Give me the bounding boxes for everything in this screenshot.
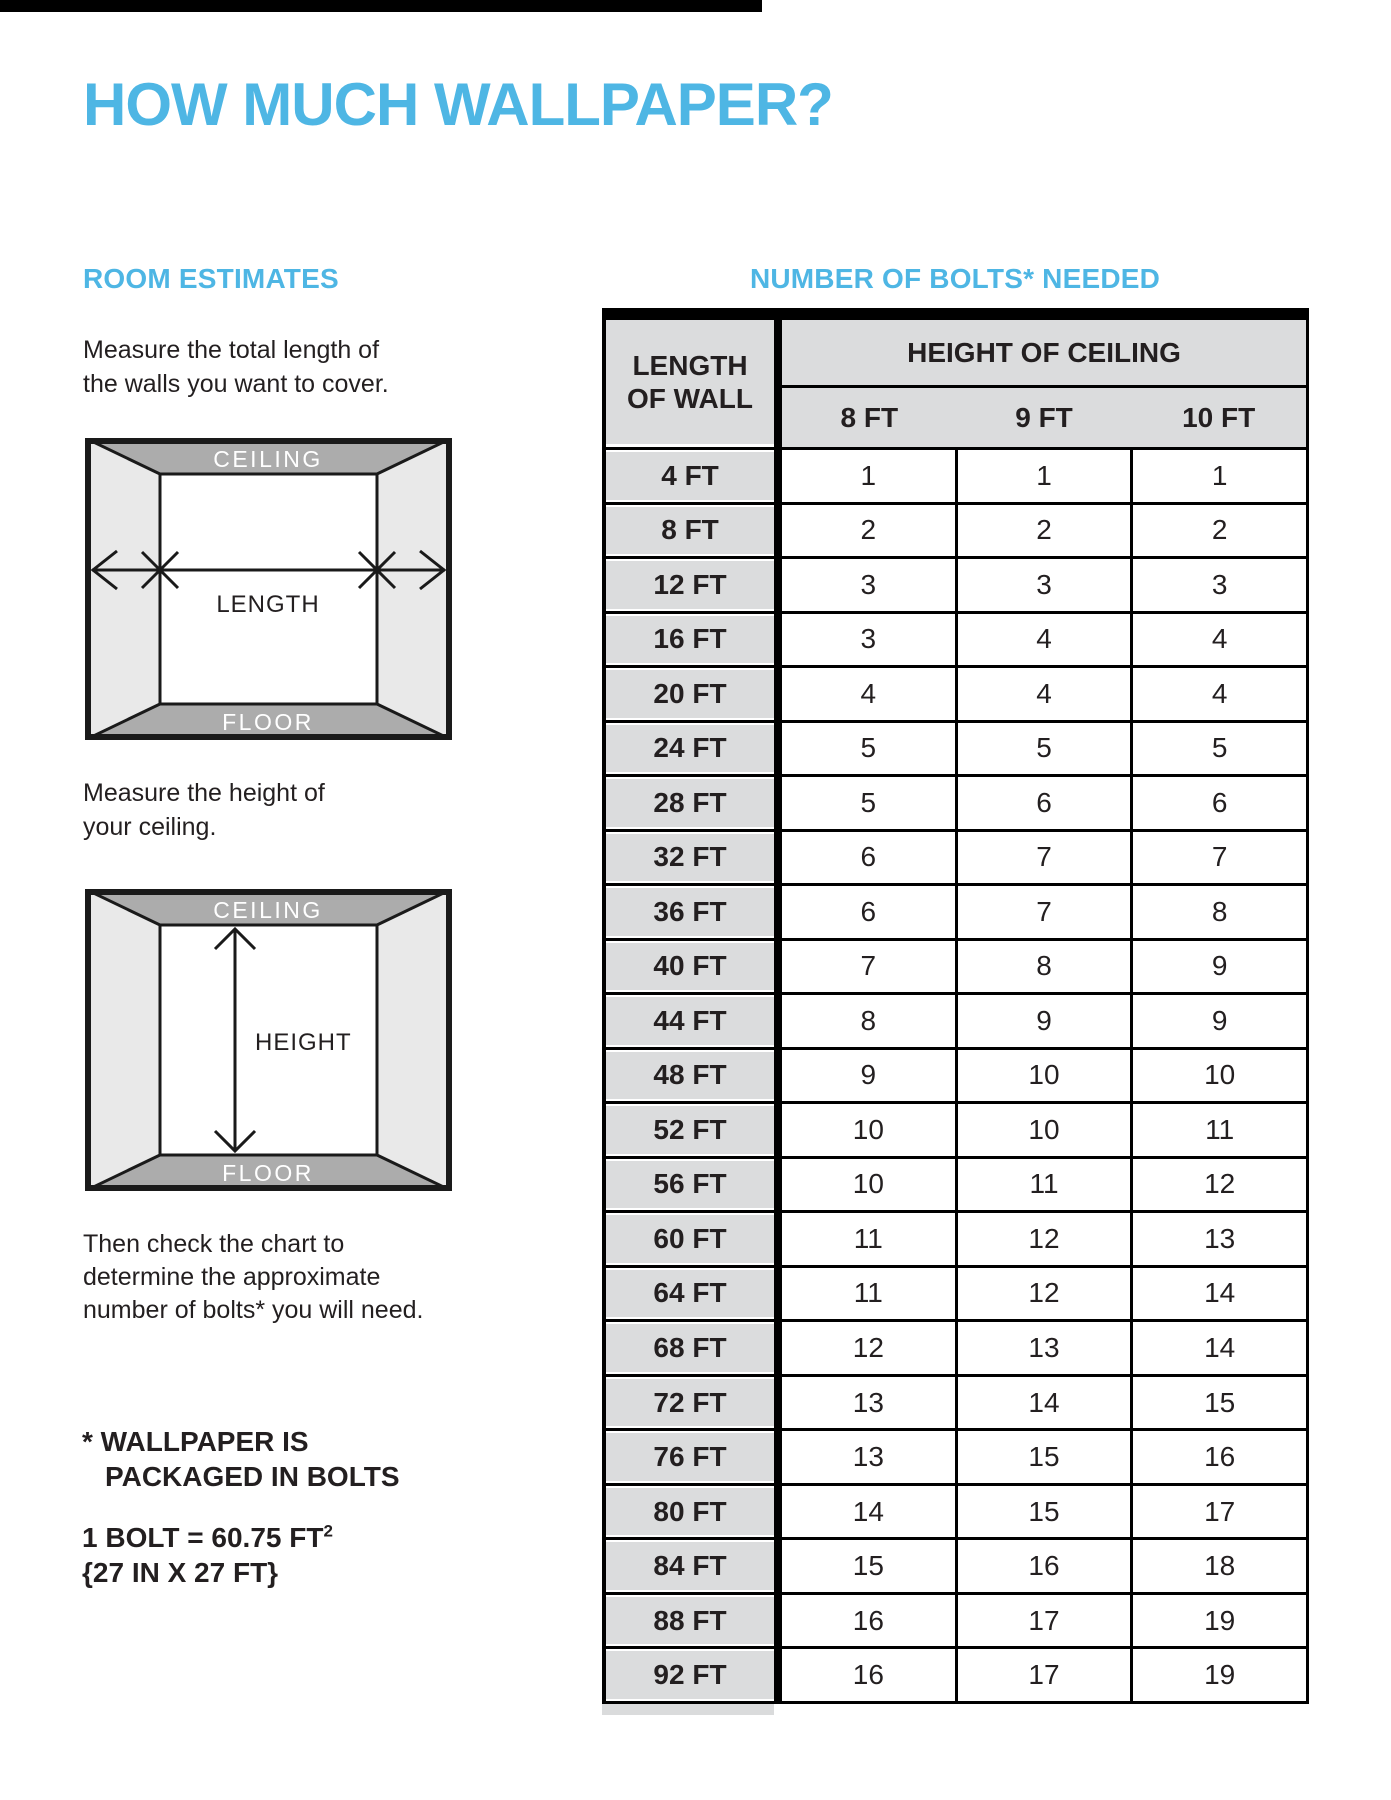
bolts-value-9ft: 4 <box>1036 623 1052 655</box>
table-row <box>606 938 1306 993</box>
row-label: 48 FT <box>606 1052 774 1100</box>
column-header-10ft: 10 FT <box>1182 401 1256 433</box>
bolt-equation-line: 1 BOLT = 60.75 $FT^2$ <box>82 1521 333 1553</box>
table-vertical-divider <box>774 559 782 611</box>
paragraph-line: your ceiling. <box>83 813 217 841</box>
bolts-needed-heading: NUMBER OF BOLTS* NEEDED <box>749 263 1161 294</box>
bolts-value-10ft: 19 <box>1204 1659 1236 1691</box>
bolts-value-8ft: 3 <box>860 568 877 600</box>
table-vertical-divider <box>774 1213 782 1265</box>
row-label: 28 FT <box>606 779 774 827</box>
table-row <box>606 1428 1306 1483</box>
bolts-value-10ft: 14 <box>1204 1332 1236 1363</box>
floor-label: FLOOR <box>222 1160 314 1186</box>
right-wall <box>377 889 452 1191</box>
squared-exponent: 2 <box>323 1521 333 1541</box>
table-row <box>606 829 1306 884</box>
bolts-value-9ft: 7 <box>1036 895 1052 927</box>
table-row <box>606 883 1306 938</box>
column-header-length-of-wall: LENGTH OF WALL <box>606 320 774 444</box>
table-row <box>606 450 1306 502</box>
bolts-value-10ft: 13 <box>1204 1222 1236 1254</box>
row-label: 52 FT <box>606 1106 774 1154</box>
table-vertical-divider <box>774 320 782 447</box>
row-label: 76 FT <box>606 1433 774 1481</box>
table-row <box>606 1483 1306 1538</box>
top-edge-bar <box>0 0 762 12</box>
column-header-9ft: 9 FT <box>1015 401 1073 433</box>
table-vertical-divider <box>774 1268 782 1320</box>
bolts-value-10ft: 17 <box>1204 1495 1236 1527</box>
table-row <box>606 665 1306 720</box>
bolts-value-8ft: 10 <box>852 1168 884 1200</box>
table-vertical-divider <box>774 1050 782 1102</box>
table-row <box>606 1646 1306 1701</box>
table-row <box>606 1537 1306 1592</box>
bolts-value-10ft: 4 <box>1211 623 1228 655</box>
group-header-height-of-ceiling: HEIGHT OF CEILING <box>782 320 1306 385</box>
bolts-value-10ft: 16 <box>1204 1441 1236 1473</box>
row-label: 16 FT <box>606 616 774 664</box>
bolts-value-10ft: 2 <box>1211 514 1228 546</box>
footnote-line: PACKAGED IN BOLTS <box>105 1461 400 1492</box>
bolts-value-9ft: 2 <box>1036 514 1052 546</box>
table-vertical-divider <box>774 832 782 884</box>
table-vertical-divider <box>774 886 782 938</box>
table-row <box>606 1156 1306 1211</box>
table-vertical-divider <box>774 723 782 775</box>
ceiling-label: CEILING <box>213 897 323 923</box>
row-label: 24 FT <box>606 725 774 773</box>
table-vertical-divider <box>774 1431 782 1483</box>
room-estimates-heading: ROOM ESTIMATES <box>83 263 339 294</box>
paragraph-line: Measure the height of <box>83 779 325 807</box>
bolts-value-8ft: 2 <box>860 514 877 546</box>
bolts-value-8ft: 3 <box>860 623 877 655</box>
room-height-diagram <box>85 889 452 1191</box>
bolts-value-9ft: 8 <box>1036 950 1052 982</box>
height-label: HEIGHT <box>255 1029 352 1056</box>
paragraph-line: determine the approximate <box>83 1263 381 1291</box>
table-top-border <box>606 308 1306 320</box>
bolts-value-8ft: 16 <box>852 1659 884 1691</box>
bolts-value-8ft: 8 <box>860 1004 877 1036</box>
row-label: 8 FT <box>606 507 774 555</box>
table-row <box>606 1210 1306 1265</box>
bolts-value-9ft: 7 <box>1036 841 1052 873</box>
paragraph-check-chart <box>83 1228 423 1327</box>
bolts-value-9ft: 15 <box>1028 1495 1060 1527</box>
table-vertical-divider <box>774 1649 782 1701</box>
table-vertical-divider <box>774 1595 782 1647</box>
table-row <box>606 556 1306 611</box>
bolts-value-8ft: 6 <box>860 841 877 873</box>
table-vertical-divider <box>774 1322 782 1374</box>
row-label: 88 FT <box>606 1597 774 1645</box>
paragraph-measure-length <box>83 333 389 401</box>
bolts-value-10ft: 3 <box>1211 568 1228 600</box>
bolts-value-8ft: 13 <box>852 1386 884 1418</box>
ceiling-label: CEILING <box>213 446 323 472</box>
bolts-value-10ft: 12 <box>1204 1168 1236 1200</box>
bolts-value-10ft: 11 <box>1205 1113 1235 1145</box>
row-label: 60 FT <box>606 1215 774 1263</box>
bolts-value-8ft: 11 <box>853 1277 883 1309</box>
bolts-value-9ft: 12 <box>1028 1222 1060 1254</box>
bolts-value-8ft: 1 <box>860 459 877 491</box>
footnote-line: * WALLPAPER IS <box>82 1426 309 1457</box>
bolts-value-8ft: 9 <box>860 1059 877 1091</box>
bolts-value-9ft: 9 <box>1036 1004 1052 1036</box>
bolts-value-9ft: 10 <box>1028 1059 1060 1091</box>
row-label: 72 FT <box>606 1379 774 1427</box>
table-vertical-divider <box>774 1540 782 1592</box>
table-vertical-divider <box>774 1486 782 1538</box>
bolts-value-9ft: 10 <box>1028 1113 1060 1145</box>
bolts-value-9ft: 15 <box>1028 1441 1060 1473</box>
table-header <box>606 320 1306 447</box>
row-label: 56 FT <box>606 1161 774 1209</box>
row-label: 4 FT <box>606 452 774 500</box>
table-vertical-divider <box>774 995 782 1047</box>
ceiling-height-columns <box>782 388 1306 447</box>
table-row <box>606 502 1306 557</box>
bolts-value-10ft: 9 <box>1211 1004 1228 1036</box>
bolts-value-8ft: 7 <box>860 950 877 982</box>
bolts-value-10ft: 4 <box>1211 677 1228 709</box>
bolts-value-10ft: 15 <box>1204 1386 1236 1418</box>
table-row <box>606 1265 1306 1320</box>
row-label: 36 FT <box>606 888 774 936</box>
row-label: 68 FT <box>606 1324 774 1372</box>
bolts-value-8ft: 10 <box>852 1113 884 1145</box>
paragraph-measure-height <box>83 776 325 844</box>
table-vertical-divider <box>774 777 782 829</box>
bolts-value-8ft: 5 <box>860 786 877 818</box>
wallpaper-footnote <box>82 1424 400 1494</box>
bolts-value-9ft: 4 <box>1036 677 1052 709</box>
table-body <box>606 447 1306 1704</box>
table-vertical-divider <box>774 450 782 502</box>
bolts-value-10ft: 10 <box>1204 1059 1236 1091</box>
bolts-value-8ft: 4 <box>860 677 877 709</box>
left-wall <box>85 889 160 1191</box>
table-row <box>606 1101 1306 1156</box>
row-label: 12 FT <box>606 561 774 609</box>
bolts-value-8ft: 5 <box>860 732 877 764</box>
bolts-value-10ft: 9 <box>1211 950 1228 982</box>
bolt-definition <box>82 1520 333 1590</box>
table-row <box>606 992 1306 1047</box>
row-label: 80 FT <box>606 1488 774 1536</box>
right-wall <box>377 438 452 740</box>
paragraph-line: Then check the chart to <box>83 1230 345 1258</box>
floor-label: FLOOR <box>222 709 314 735</box>
table-row <box>606 611 1306 666</box>
table-vertical-divider <box>774 1104 782 1156</box>
bolts-value-9ft: 14 <box>1028 1386 1060 1418</box>
table-vertical-divider <box>774 941 782 993</box>
bolts-value-10ft: 14 <box>1204 1277 1236 1309</box>
bolts-value-10ft: 6 <box>1211 786 1228 818</box>
bolts-value-8ft: 11 <box>853 1222 883 1254</box>
row-label: 40 FT <box>606 943 774 991</box>
bolts-value-10ft: 18 <box>1204 1550 1236 1582</box>
paragraph-line: Measure the total length of <box>83 336 380 364</box>
bolts-value-8ft: 6 <box>860 895 877 927</box>
bolts-value-10ft: 5 <box>1211 732 1228 764</box>
bolts-value-8ft: 13 <box>852 1441 884 1473</box>
room-length-diagram <box>85 438 452 740</box>
column-header-8ft: 8 FT <box>840 401 899 433</box>
row-label: 84 FT <box>606 1542 774 1590</box>
table-bottom-stub <box>602 1704 774 1715</box>
left-wall <box>85 438 160 740</box>
table-vertical-divider <box>774 505 782 557</box>
table-vertical-divider <box>774 668 782 720</box>
bolts-value-10ft: 8 <box>1211 895 1228 927</box>
paragraph-line: number of bolts* you will need. <box>83 1296 424 1324</box>
bolts-value-9ft: 12 <box>1028 1277 1060 1309</box>
bolts-value-9ft: 17 <box>1028 1604 1060 1636</box>
row-label: 64 FT <box>606 1270 774 1318</box>
bolts-value-10ft: 7 <box>1211 841 1228 873</box>
row-label: 92 FT <box>606 1651 774 1699</box>
bolts-value-8ft: 14 <box>852 1495 884 1527</box>
bolts-value-8ft: 12 <box>852 1332 884 1363</box>
table-row <box>606 1592 1306 1647</box>
bolts-value-8ft: 16 <box>852 1604 884 1636</box>
bolts-value-9ft: 17 <box>1028 1659 1060 1691</box>
bolts-value-9ft: 1 <box>1036 459 1052 491</box>
row-label: 20 FT <box>606 670 774 718</box>
table-row <box>606 1319 1306 1374</box>
bolts-value-10ft: 19 <box>1204 1604 1236 1636</box>
table-row <box>606 720 1306 775</box>
table-row <box>606 774 1306 829</box>
bolts-table <box>602 308 1309 1704</box>
bolts-value-9ft: 6 <box>1036 786 1052 818</box>
table-vertical-divider <box>774 1159 782 1211</box>
paragraph-line: the walls you want to cover. <box>83 370 389 398</box>
row-label: 32 FT <box>606 834 774 882</box>
bolts-value-9ft: 11 <box>1029 1168 1059 1200</box>
bolts-value-9ft: 5 <box>1036 732 1052 764</box>
bolts-value-8ft: 15 <box>852 1550 884 1582</box>
bolts-value-9ft: 3 <box>1036 568 1052 600</box>
bolts-value-9ft: 16 <box>1028 1550 1060 1582</box>
row-label: 44 FT <box>606 997 774 1045</box>
table-row <box>606 1374 1306 1429</box>
table-vertical-divider <box>774 1377 782 1429</box>
bolt-dimensions-line: {27 IN X 27 FT} <box>82 1557 279 1588</box>
table-vertical-divider <box>774 614 782 666</box>
length-label: LENGTH <box>216 591 320 618</box>
table-row <box>606 1047 1306 1102</box>
back-wall <box>160 474 377 704</box>
page-title: HOW MUCH WALLPAPER? <box>83 71 833 138</box>
bolts-value-10ft: 1 <box>1211 459 1228 491</box>
bolts-value-9ft: 13 <box>1028 1332 1060 1363</box>
